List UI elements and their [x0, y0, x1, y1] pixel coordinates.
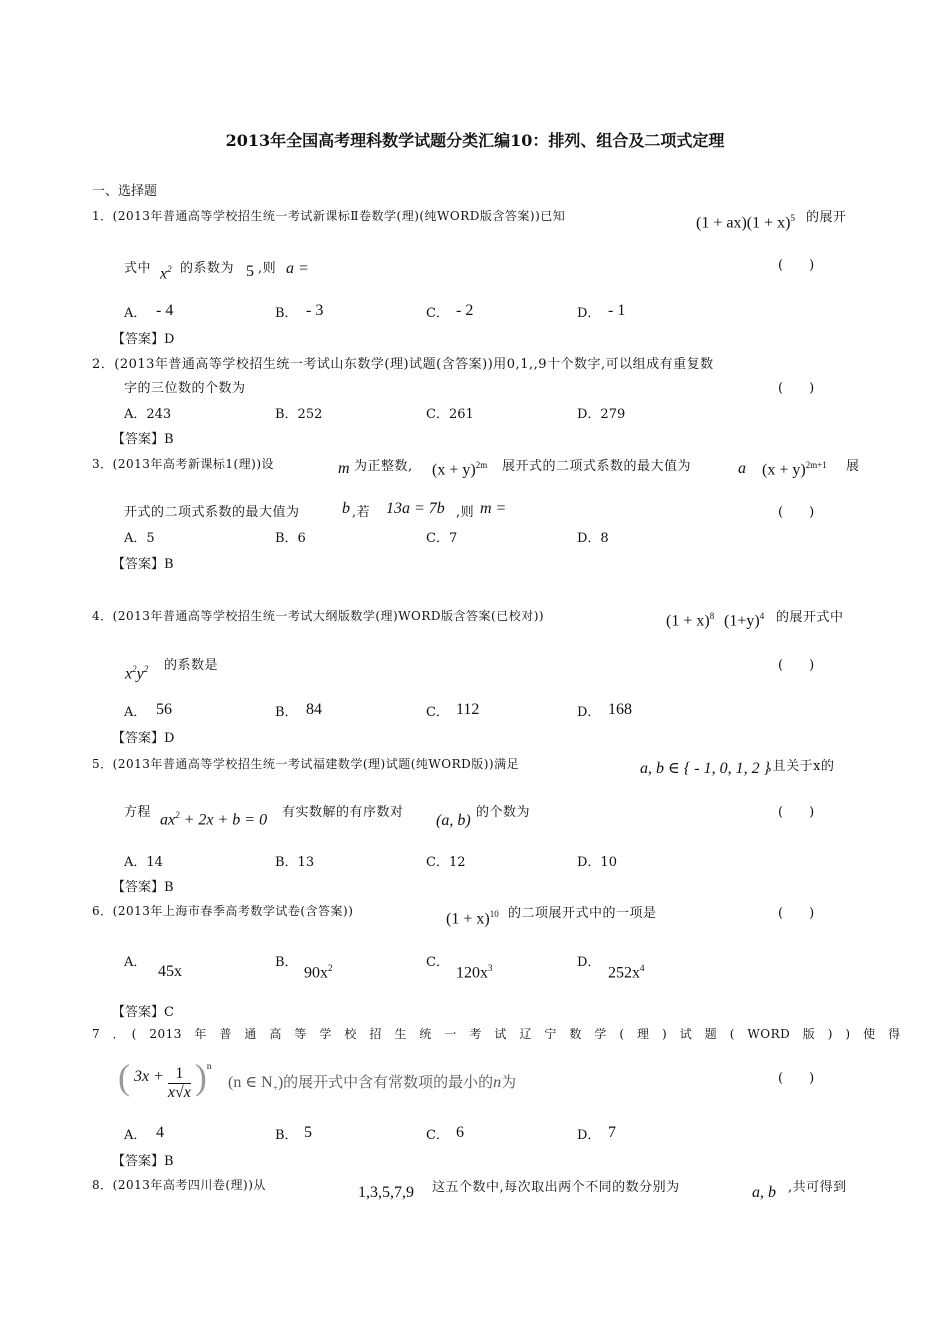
q4-answer-blank: ( ) — [778, 658, 815, 673]
q7-condition — [228, 1071, 516, 1093]
q6-option-c-text: 120x — [456, 964, 488, 982]
q1-x: x — [160, 265, 168, 283]
q6-option-d-exp: 4 — [640, 963, 645, 973]
q4-option-a-label: A． — [124, 705, 147, 720]
q5-stem-end: ,且关于x的 — [768, 759, 835, 774]
q7-right-bracket: ) — [194, 1057, 207, 1097]
q7-text: 的展开式中含有常数项的最小的 — [283, 1075, 494, 1091]
q3-stem-line2a: 开式的二项式系数的最大值为 — [124, 505, 300, 520]
q5-option-b: B．13 — [275, 855, 315, 870]
q5-option-d: D．10 — [577, 855, 617, 870]
q7-option-a-label: A． — [124, 1128, 147, 1143]
q4-term-x-exp: 2 — [132, 664, 137, 674]
q5-stem-line2c: 的个数为 — [476, 805, 531, 820]
q2-stem-line2: 字的三位数的个数为 — [124, 381, 246, 396]
q3-answer-blank: ( ) — [778, 505, 815, 520]
q7-option-d: 7 — [608, 1124, 616, 1141]
q4-option-c-label: C． — [426, 705, 449, 720]
q6-option-b-label: B． — [275, 955, 298, 970]
q1-option-b: - 3 — [306, 302, 324, 319]
q2-answer: 【答案】B — [112, 432, 174, 447]
q1-value: 5 — [246, 263, 254, 280]
q5-eqn-rest: + 2x + b = 0 — [179, 811, 268, 829]
q8-stem-c: ,共可得到 — [788, 1180, 847, 1195]
q1-answer: 【答案】D — [112, 332, 175, 347]
q6-option-c-exp: 3 — [488, 963, 493, 973]
q7-option-a: 4 — [156, 1124, 164, 1141]
q1-option-b-label: B． — [275, 306, 298, 321]
q1-option-d-label: D． — [577, 306, 601, 321]
q3-expr1-base: (x + y) — [432, 461, 476, 479]
q3-answer: 【答案】B — [112, 557, 174, 572]
q6-option-c-label: C． — [426, 955, 449, 970]
q5-stem-line2a: 方程 — [124, 805, 152, 820]
q4-option-b: 84 — [306, 701, 322, 718]
q1-option-a-label: A． — [124, 306, 147, 321]
q7-expression — [118, 1057, 212, 1110]
q7-stem-line1: 7 ． ( 2013 年 普 通 高 等 学 校 招 生 统 一 考 试 辽 宁 数 学 ( 理 ) 试 题 ( WORD 版 ) ) 使 得 — [92, 1027, 901, 1041]
q3-stem-d: 展 — [846, 459, 860, 474]
q7-answer-blank: ( ) — [778, 1071, 815, 1086]
q6-option-b-exp: 2 — [328, 963, 333, 973]
q3-expr2 — [762, 460, 827, 479]
q1-x-exp: 2 — [167, 264, 172, 274]
q4-stem-end: 的展开式中 — [776, 610, 844, 625]
q1-stem-line2b: 的系数为 — [180, 261, 235, 276]
q7-exp: n — [206, 1060, 212, 1071]
q6-option-c — [456, 963, 493, 982]
q5-set: a, b ∈ { - 1, 0, 1, 2 } — [640, 760, 770, 777]
q3-ask: m = — [480, 500, 507, 517]
q1-stem-line2c: ,则 — [258, 261, 277, 276]
q6-option-a-label: A． — [124, 955, 147, 970]
q5-answer: 【答案】B — [112, 880, 174, 895]
q5-answer-blank: ( ) — [778, 805, 815, 820]
q6-option-a — [158, 963, 182, 981]
q7-cond-end: ) — [277, 1074, 284, 1091]
q1-stem-end: 的展开 — [806, 210, 847, 225]
q7-option-c-label: C． — [426, 1128, 449, 1143]
q4-expr2-base: (1+y) — [724, 612, 760, 630]
q6-option-a-text: 45x — [158, 963, 182, 980]
q2-option-d: D．279 — [577, 407, 626, 422]
q6-option-d — [608, 963, 645, 982]
q4-term-y-exp: 2 — [143, 664, 149, 674]
q7-fraction — [168, 1065, 191, 1102]
q6-stem-line1: 6．(2013年上海市春季高考数学试卷(含答案)) — [92, 904, 354, 918]
q7-cond-sub: + — [272, 1083, 278, 1094]
q3-stem-b: 为正整数, — [354, 459, 413, 474]
q3-stem-a: 3．(2013年高考新课标1(理))设 — [92, 457, 275, 471]
q7-expr-a: 3x + — [134, 1068, 164, 1085]
q7-n: n — [493, 1074, 502, 1091]
q6-option-b-text: 90x — [304, 964, 328, 982]
q3-expr2-base: (x + y) — [762, 461, 806, 479]
q6-expr-base: (1 + x) — [446, 910, 490, 928]
q7-cond: (n ∈ N — [228, 1074, 273, 1091]
q5-equation — [160, 810, 267, 829]
q2-answer-blank: ( ) — [778, 381, 815, 396]
q5-stem-line1: 5．(2013年普通高等学校招生统一考试福建数学(理)试题(纯WORD版))满足 — [92, 757, 520, 771]
q7-answer: 【答案】B — [112, 1154, 174, 1169]
q3-option-b: B．6 — [275, 531, 306, 546]
q7-option-d-label: D． — [577, 1128, 601, 1143]
q5-eqn-exp: 2 — [175, 810, 180, 820]
q2-option-c: C．261 — [426, 407, 474, 422]
section-heading: 一、选择题 — [92, 184, 158, 199]
q1-option-a: - 4 — [156, 302, 174, 319]
q1-expression — [696, 213, 795, 232]
q3-option-c: C．7 — [426, 531, 458, 546]
page-title: 2013年全国高考理科数学试题分类汇编10：排列、组合及二项式定理 — [225, 131, 725, 150]
q2-option-b: B．252 — [275, 407, 323, 422]
q7-frac-num: 1 — [168, 1065, 191, 1084]
q6-option-b — [304, 963, 333, 982]
q1-expr-exp: 5 — [790, 213, 795, 223]
q3-equation: 13a = 7b — [386, 500, 445, 517]
q3-m: m — [338, 460, 350, 477]
q4-expr2 — [724, 611, 764, 630]
q1-answer-blank: ( ) — [778, 258, 815, 273]
q6-answer-blank: ( ) — [778, 906, 815, 921]
q3-stem-line2c: ,则 — [456, 505, 475, 520]
q4-stem-line2: 的系数是 — [164, 658, 219, 673]
q8-ab: a, b — [752, 1184, 776, 1201]
q4-option-b-label: B． — [275, 705, 298, 720]
q3-stem-line2b: ,若 — [352, 505, 371, 520]
q6-expr — [446, 909, 499, 928]
q3-option-a: A．5 — [124, 531, 155, 546]
q1-ask: a = — [286, 260, 309, 277]
q5-eqn-ax: ax — [160, 811, 176, 829]
q7-frac-den: x√x — [167, 1083, 191, 1101]
q1-option-d: - 1 — [608, 302, 626, 319]
q8-stem-b: 这五个数中,每次取出两个不同的数分别为 — [432, 1180, 680, 1195]
q4-term — [125, 664, 148, 683]
q3-stem-c: 展开式的二项式系数的最大值为 — [502, 459, 692, 474]
q6-option-d-label: D． — [577, 955, 601, 970]
q2-option-a: A．243 — [124, 407, 172, 422]
q8-stem-a: 8．(2013年高考四川卷(理))从 — [92, 1178, 266, 1192]
q1-stem-line2a: 式中 — [124, 261, 152, 276]
q3-a: a — [738, 460, 746, 477]
q4-term-x: x — [125, 665, 133, 683]
q4-answer: 【答案】D — [112, 731, 175, 746]
q4-option-d-label: D． — [577, 705, 601, 720]
q7-left-bracket: ( — [118, 1057, 130, 1097]
q5-option-c: C．12 — [426, 855, 466, 870]
q6-answer: 【答案】C — [112, 1005, 174, 1020]
q7-option-c: 6 — [456, 1124, 464, 1141]
q5-stem-line2b: 有实数解的有序数对 — [282, 805, 404, 820]
q2-stem-line1: 2．(2013年普通高等学校招生统一考试山东数学(理)试题(含答案))用0,1,,9十个数字,可以组成有重复数 — [92, 357, 714, 372]
q3-option-d: D．8 — [577, 531, 609, 546]
q1-x-term — [160, 264, 172, 283]
q7-text-end: 为 — [501, 1075, 517, 1091]
q3-b: b — [342, 500, 350, 517]
q4-stem-line1: 4．(2013年普通高等学校招生统一考试大纲版数学(理)WORD版含答案(已校对)) — [92, 609, 545, 623]
q4-option-a: 56 — [156, 701, 172, 718]
q3-expr2-exp: 2m+1 — [805, 460, 827, 470]
q6-expr-exp: 10 — [489, 909, 499, 919]
q1-option-c: - 2 — [456, 302, 474, 319]
q1-option-c-label: C． — [426, 306, 449, 321]
q8-numbers: 1,3,5,7,9 — [358, 1184, 414, 1201]
q4-expr2-exp: 4 — [759, 611, 765, 621]
q4-option-c: 112 — [456, 701, 480, 718]
q6-stem-end: 的二项展开式中的一项是 — [508, 906, 657, 921]
q1-stem-line1: 1．(2013年普通高等学校招生统一考试新课标Ⅱ卷数学(理)(纯WORD版含答案))已知 — [92, 209, 566, 223]
q1-expr: (1 + ax)(1 + x) — [696, 214, 791, 232]
q4-option-d: 168 — [608, 701, 632, 718]
q7-option-b: 5 — [304, 1124, 312, 1141]
q6-option-d-text: 252x — [608, 964, 640, 982]
q3-expr1-exp: 2m — [475, 460, 488, 470]
q3-expr1 — [432, 460, 487, 479]
q4-expr1-exp: 8 — [709, 611, 715, 621]
q7-option-b-label: B． — [275, 1128, 298, 1143]
q5-pair: (a, b) — [436, 812, 471, 829]
q4-term-y: y — [136, 665, 144, 683]
q5-option-a: A．14 — [124, 855, 163, 870]
q4-expr1-base: (1 + x) — [666, 612, 710, 630]
q4-expr1 — [666, 611, 714, 630]
